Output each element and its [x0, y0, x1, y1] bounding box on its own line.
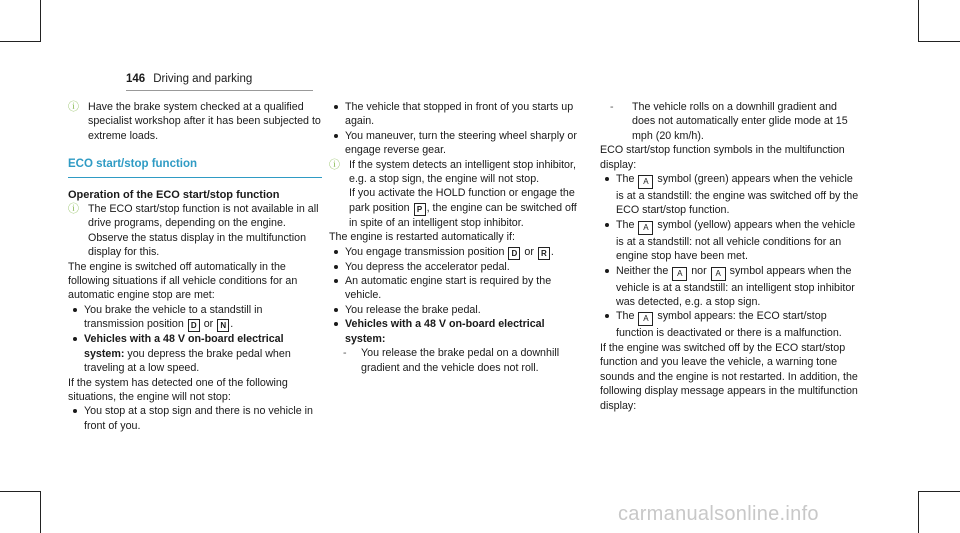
paragraph: If the engine was switched off by the ECO start/stop function and you leave the vehicle, a warning tone sounds and the engine is not restarted. In addition, the following display message appears in the multifunction display:: [600, 341, 858, 412]
tip-icon: ⓘ: [68, 203, 79, 216]
column-1: [68, 100, 322, 433]
bullet-item: You depress the accelerator pedal.: [329, 260, 583, 274]
note: ⓘ Have the brake system checked at a qualified specialist workshop after it has been subjected to extreme loads.: [68, 101, 321, 142]
crop-mark: [0, 41, 41, 42]
header-section: Driving and parking: [153, 73, 253, 85]
section-title: ECO start/stop function: [68, 158, 198, 171]
bullet-item: Vehicles with a 48 V on-board electrical system: you depress the brake pedal when traveling at a low speed.: [68, 332, 322, 375]
crop-mark: [918, 491, 960, 492]
bullet-item: The vehicle that stopped in front of you starts up again.: [329, 100, 583, 129]
eco-crossed-icon: A: [711, 267, 726, 281]
crop-mark: [0, 491, 41, 492]
bullet-item: The A symbol (yellow) appears when the vehicle is at a standstill: not all vehicle conditions for an engine stop have been met.: [600, 218, 862, 264]
bullet-item: The A symbol appears: the ECO start/stop function is deactivated or there is a malfunction.: [600, 309, 862, 340]
bullet-item: You maneuver, turn the steering wheel sharply or engage reverse gear.: [329, 129, 583, 158]
paragraph: The engine is restarted automatically if:: [329, 231, 515, 244]
bullet-item: Vehicles with a 48 V on-board electrical system:: [329, 317, 583, 346]
column-3: [600, 100, 862, 413]
note: ⓘ The ECO start/stop function is not available in all drive programs, depending on the engine. Observe the status display in the multifunction display for this.: [68, 203, 319, 259]
bullet-item: You stop at a stop sign and there is no vehicle in front of you.: [68, 404, 322, 433]
bullet-item: You release the brake pedal.: [329, 303, 583, 317]
bullet-item: The A symbol (green) appears when the vehicle is at a standstill: the engine was switched off by the ECO start/stop function.: [600, 172, 862, 218]
bullet-item: You engage transmission position D or R .: [329, 245, 583, 260]
subheading: Operation of the ECO start/stop function: [68, 188, 280, 201]
dash-item: - The vehicle rolls on a downhill gradient and does not automatically enter glide mode at 15 mph (20 km/h).: [600, 100, 862, 143]
paragraph: The engine is switched off automatically in the following situations if all vehicle conditions for an automatic engine stop are met:: [68, 260, 298, 302]
gear-d-icon: D: [188, 319, 200, 332]
gear-n-icon: N: [217, 319, 229, 332]
eco-off-icon: A: [638, 312, 653, 326]
note: ⓘ If the system detects an intelligent stop inhibitor, e.g. a stop sign, the engine will not stop. If you activate the HOLD function or engage the park position P , the engine can be switched off in spite of an intelligent stop inhibitor.: [329, 158, 577, 229]
watermark: carmanualsonline.info: [618, 503, 819, 525]
page-header: [126, 73, 316, 85]
crop-mark: [918, 491, 919, 533]
gear-p-icon: P: [414, 203, 426, 216]
eco-active-icon: A: [638, 175, 653, 189]
column-2: [329, 100, 583, 375]
crop-mark: [40, 0, 41, 42]
crop-mark: [918, 41, 960, 42]
bullet-item: You brake the vehicle to a standstill in transmission position D or N .: [68, 303, 322, 332]
gear-d-icon: D: [508, 247, 520, 260]
bullet-item: An automatic engine start is required by the vehicle.: [329, 274, 583, 303]
eco-active-icon: A: [672, 267, 687, 281]
dash-item: - You release the brake pedal on a downhill gradient and the vehicle does not roll.: [329, 346, 583, 375]
section-rule: [68, 177, 322, 178]
paragraph: If the system has detected one of the following situations, the engine will not stop:: [68, 376, 288, 403]
crop-mark: [40, 491, 41, 533]
bullet-item: Neither the A nor A symbol appears when the vehicle is at a standstill: an intelligent stop inhibitor was detected, e.g. a stop sign.: [600, 264, 862, 310]
eco-crossed-icon: A: [638, 221, 653, 235]
tip-icon: ⓘ: [68, 101, 79, 113]
gear-r-icon: R: [538, 247, 550, 260]
crop-mark: [918, 0, 919, 42]
page-number: 146: [126, 73, 146, 85]
tip-icon: ⓘ: [329, 158, 340, 171]
header-rule: [126, 90, 313, 91]
paragraph: ECO start/stop function symbols in the multifunction display:: [600, 144, 845, 171]
